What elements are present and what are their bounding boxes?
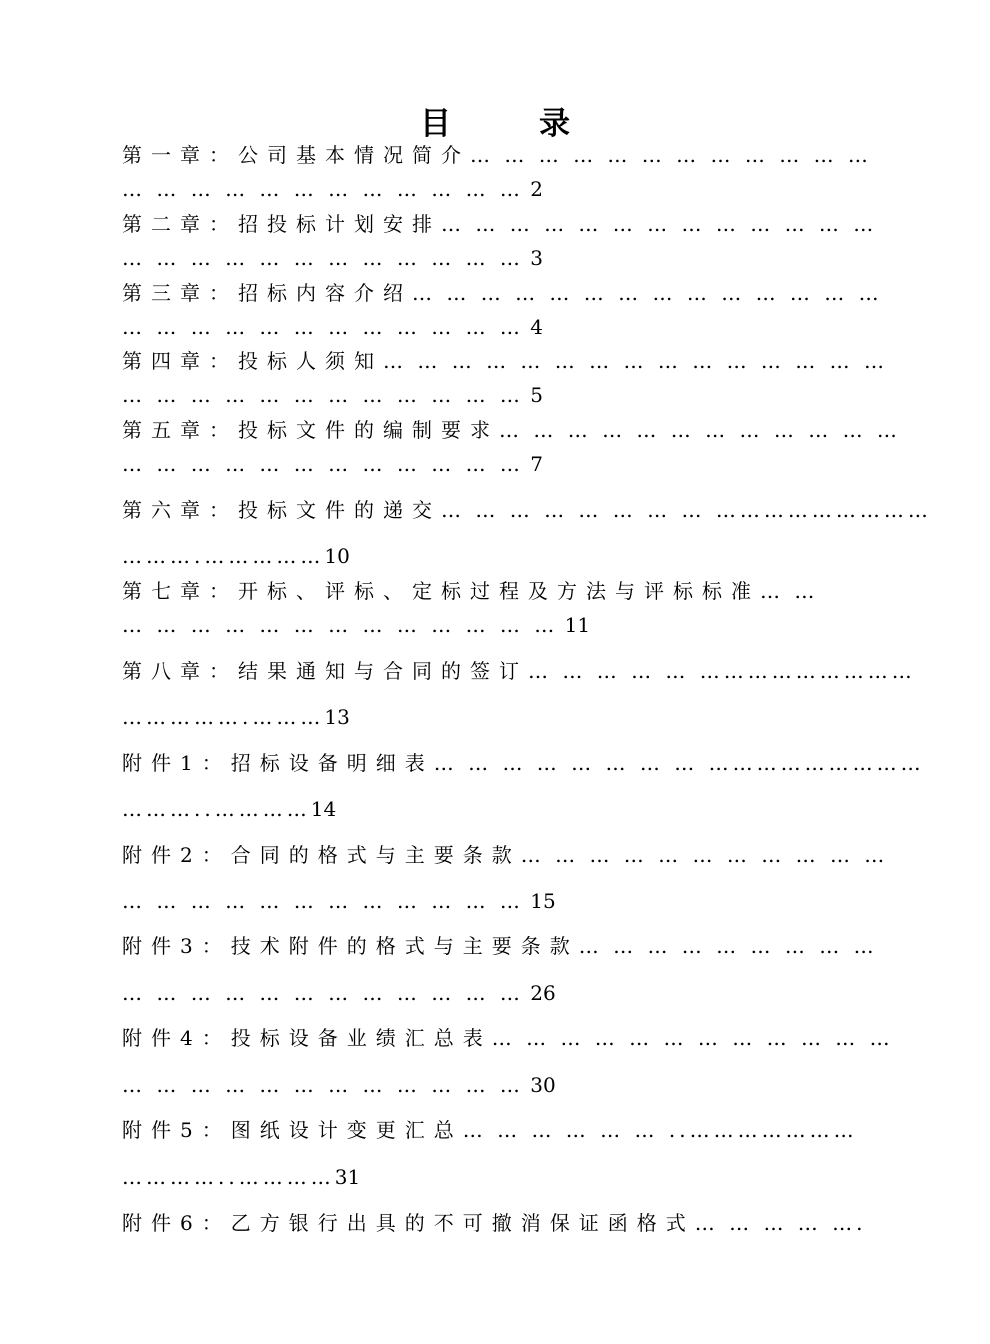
toc-entry-label: 附件3：技术附件的格式与主要条款 [122,934,579,958]
toc-leader: … … … … … … … … … [578,934,878,958]
toc-leader: … … … … … … … … … … … … … [122,613,559,637]
toc-entry-label: 第七章：开标、评标、定标过程及方法与评标标准 [122,579,760,603]
toc-entry-6-line1 [122,496,932,524]
toc-entry-4-line1 [122,347,889,375]
toc-entry-9-line2 [122,795,882,823]
toc-entry-label: 第八章：结果通知与合同的签订 [122,659,528,683]
toc-entry-3-line2 [122,313,882,341]
toc-leader: … … … … … … … … … … … … [499,418,901,442]
toc-leader: … … … … … … … … … … … … … … … [383,349,889,373]
toc-leader: … … [760,579,819,603]
toc-entry-label: 附件6：乙方银行出具的不可撤消保证函格式 [122,1211,695,1235]
toc-leader: …………..………… [122,1165,335,1189]
toc-leader: … … … … … … … … ……………………… [441,498,932,522]
toc-leader: … … … … … … … … … … … … [122,1073,524,1097]
toc-page-number: 31 [334,1165,361,1189]
toc-leader: … … … … … … … … … … … … [470,143,872,167]
toc-entry-label: 第三章：招标内容介绍 [122,281,412,305]
toc-entry-12-line1 [122,1024,894,1052]
toc-entry-4-line2 [122,381,882,409]
toc-entry-5-line1 [122,416,901,444]
toc-entry-label: 附件4：投标设备业绩汇总表 [122,1026,492,1050]
toc-entry-6-line2 [122,542,882,570]
toc-entry-12-line2 [122,1071,882,1099]
toc-leader: … … … … … … … … … … … … [122,452,524,476]
toc-entry-13-line2 [122,1163,882,1191]
toc-entry-label: 附件2：合同的格式与主要条款 [122,843,521,867]
toc-leader: … … … … … … … … … … … … [122,246,524,270]
toc-entry-1-line2 [122,175,882,203]
toc-leader: …………….……… [122,705,325,729]
toc-entry-11-line2 [122,979,882,1007]
toc-entry-2-line1 [122,210,882,238]
toc-entry-label: 第五章：投标文件的编制要求 [122,418,499,442]
toc-leader: ……….…………… [122,544,325,568]
toc-entry-label: 第四章：投标人须知 [122,349,383,373]
toc-leader: … … … … … … … … … … … [520,843,889,867]
toc-entry-label: 第二章：招投标计划安排 [122,212,441,236]
toc-leader: … … … … … ……………………… [528,659,916,683]
toc-entry-10-line1 [122,841,889,869]
toc-entry-11-line1 [122,932,882,960]
toc-page-number: 30 [530,1073,556,1097]
toc-entry-8-line2 [122,703,882,731]
toc-entry-10-line2 [122,887,882,915]
toc-page-number: 13 [324,705,350,729]
toc-page-number: 7 [530,452,544,476]
toc-entry-label: 第一章：公司基本情况简介 [122,143,470,167]
toc-leader: … … … … … … … … … … … … [122,177,524,201]
toc-page-number: 11 [564,613,591,637]
toc-entry-13-line1 [122,1116,882,1144]
toc-leader: … … … … … … … … … … … … [491,1026,894,1050]
toc-leader: … … … … … … … … … … … … [122,889,524,913]
toc-leader: … … … … … … ..………………… [462,1118,858,1142]
toc-page-number: 5 [530,383,544,407]
toc-page-number: 2 [530,177,544,201]
toc-page-number: 4 [530,315,544,339]
toc-leader: … … … … … … … … … … … … [122,383,524,407]
toc-entry-14-line1 [122,1209,882,1237]
toc-page-number: 10 [324,544,350,568]
title-left-char: 目 [420,106,451,142]
toc-entry-label: 附件1：招标设备明细表 [122,751,434,775]
toc-entry-5-line2 [122,450,882,478]
toc-leader: … … … … … … … … … … … … [122,315,524,339]
toc-entry-9-line1 [122,749,925,777]
toc-entry-7-line1 [122,577,882,605]
toc-entry-label: 第六章：投标文件的递交 [122,498,441,522]
toc-leader: … … … … … … … … ……………………… [433,751,925,775]
toc-page-number: 3 [530,246,544,270]
toc-entry-7-line2 [122,611,882,639]
toc-page-number: 15 [530,889,556,913]
toc-entry-3-line1 [122,279,882,307]
toc-page-number: 26 [530,981,556,1005]
toc-leader: … … … … …. [694,1211,867,1235]
page-title [0,98,990,143]
toc-leader: ………..………… [122,797,311,821]
toc-entry-2-line2 [122,244,882,272]
toc-leader: … … … … … … … … … … … … … [441,212,878,236]
toc-entry-8-line1 [122,657,916,685]
toc-leader: … … … … … … … … … … … … … … [412,281,883,305]
toc-page-number: 14 [310,797,337,821]
toc-entry-label: 附件5：图纸设计变更汇总 [122,1118,463,1142]
toc-entry-1-line1 [122,141,882,169]
toc-leader: … … … … … … … … … … … … [122,981,524,1005]
title-right-char: 录 [539,106,570,142]
